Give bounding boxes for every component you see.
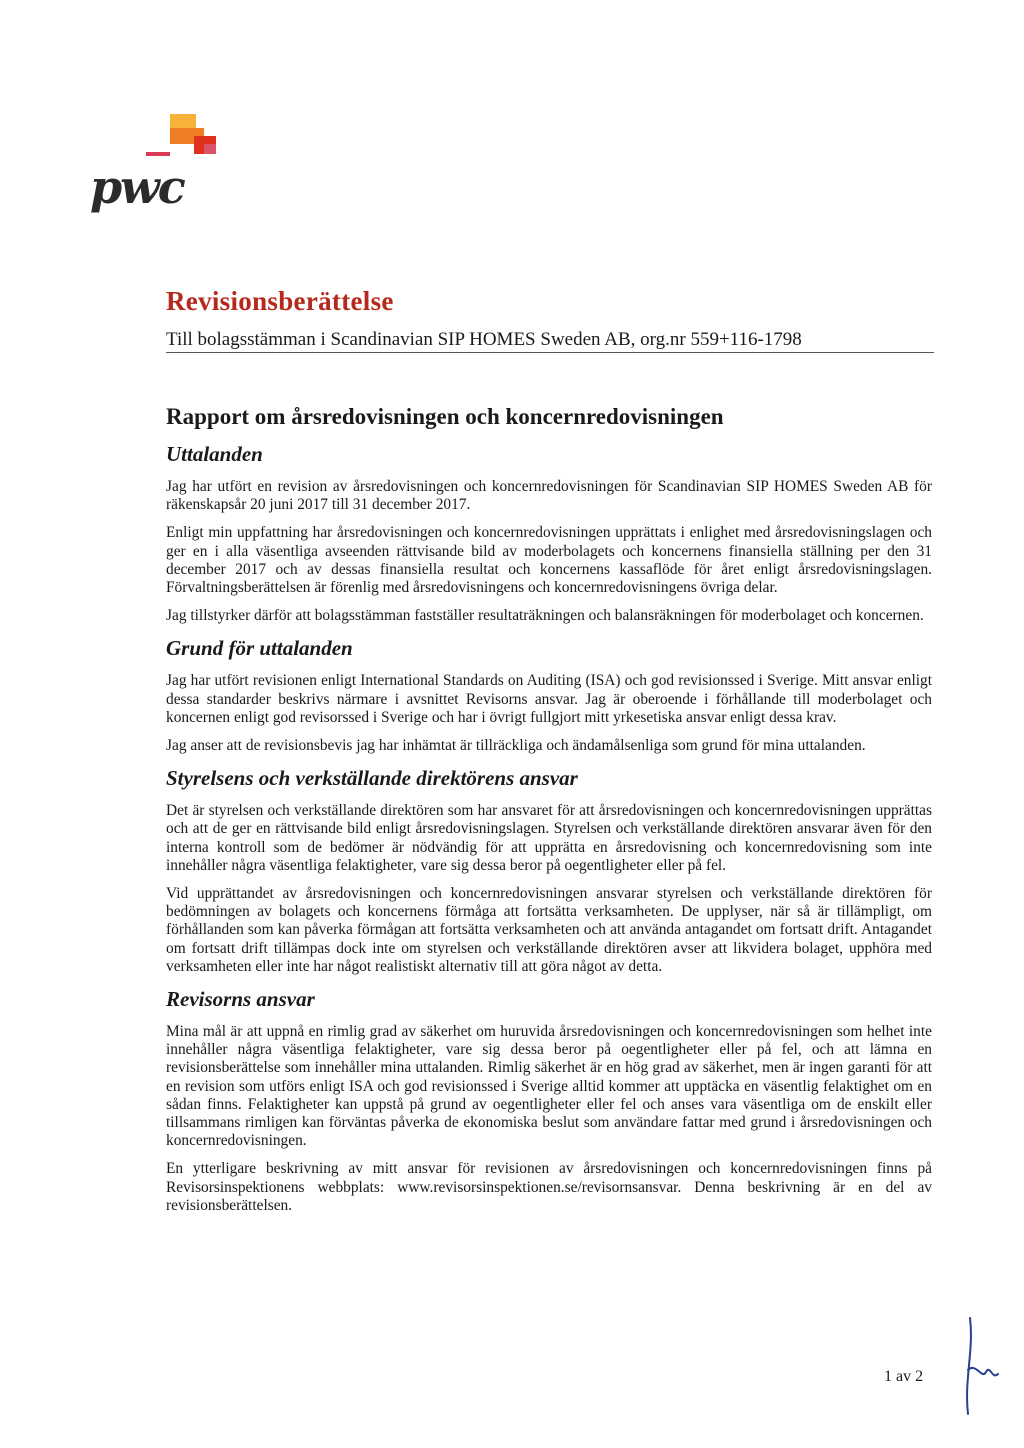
- report-body: [166, 441, 932, 1225]
- pwc-logo: [90, 108, 230, 214]
- paragraph: Jag har utfört revisionen enligt International Standards on Auditing (ISA) och god revisionssed i Sverige. Mitt ansvar enligt dessa standarder beskrivs närmare i avsnittet Revisorns ansvar. Jag är oberoende i förhållande till moderbolaget och koncernen enligt god revisorssed i Sverige och har i övrigt fullgjort mitt yrkesetiska ansvar enligt dessa krav.: [166, 672, 932, 726]
- paragraph: Det är styrelsen och verkställande direktören som har ansvaret för att årsredovisningen och koncernredovisningen upprättas och att de ger en rättvisande bild enligt årsredovisningslagen. Styrelsen och verkställande direktören ansvarar även för den interna kontroll som de bedömer är nödvändig för att upprätta en årsredovisning och koncernredovisning som inte innehåller några väsentliga felaktigheter, vare sig dessa beror på oegentligheter eller på fel.: [166, 802, 932, 874]
- section-grund: [166, 635, 932, 755]
- subheading-uttalanden: Uttalanden: [166, 442, 263, 466]
- subheading-grund: Grund för uttalanden: [166, 636, 353, 661]
- paragraph: Mina mål är att uppnå en rimlig grad av säkerhet om huruvida årsredovisningen och koncernredovisningen som helhet inte innehåller några väsentliga felaktigheter, vare sig dessa beror på oegentligheter eller på fel, och att lämna en revisionsberättelse som innehåller mina uttalanden. Rimlig säkerhet är en hög grad av säkerhet, men är ingen garanti för att en revision som utförs enligt ISA och god revisionssed i Sverige alltid kommer att upptäcka en väsentlig felaktighet om en sådan finns. Felaktigheter kan uppstå på grund av oegentligheter eller fel och anses vara väsentliga om de enskilt eller tillsammans rimligen kan förväntas påverka de ekonomiska beslut som användare fattar med grund i årsredovisningen och koncernredovisningen.: [166, 1023, 932, 1150]
- paragraph: Vid upprättandet av årsredovisningen och koncernredovisningen ansvarar styrelsen och verkställande direktören för bedömningen av bolagets och koncernens förmåga att fortsätta verksamheten. De upplyser, när så är tillämpligt, om förhållanden som kan påverka förmågan att fortsätta verksamheten och att använda antagandet om fortsatt drift. Antagandet om fortsatt drift tillämpas dock inte om styrelsen och verkställande direktören avser att likvidera bolaget, upphöra med verksamheten eller inte har något realistiskt alternativ till att göra något av detta.: [166, 885, 932, 975]
- paragraph: En ytterligare beskrivning av mitt ansvar för revisionen av årsredovisningen och koncernredovisningen finns på Revisorsinspektionens webbplats: www.revisorsinspektionen.se/revisornsansvar. Denna beskrivning är en del av revisionsberättelsen.: [166, 1160, 932, 1214]
- paragraph: Jag anser att de revisionsbevis jag har inhämtat är tillräckliga och ändamålsenliga som grund för mina uttalanden.: [166, 737, 866, 755]
- section-revisorns-ansvar: [166, 986, 932, 1215]
- section-title: Rapport om årsredovisningen och koncernredovisningen: [166, 404, 724, 429]
- addressee-line: Till bolagsstämman i Scandinavian SIP HOMES Sweden AB, org.nr 559+116-1798: [166, 329, 802, 350]
- logo-block-top: [170, 114, 196, 128]
- subheading-revisorns-ansvar: Revisorns ansvar: [166, 987, 315, 1012]
- paragraph: Jag har utfört en revision av årsredovisningen och koncernredovisningen för Scandinavian SIP HOMES Sweden AB för räkenskapsår 20 juni 2017 till 31 december 2017.: [166, 478, 932, 514]
- section-uttalanden: [166, 441, 932, 625]
- section-styrelsens-ansvar: [166, 765, 932, 976]
- signature-mark: [950, 1310, 1010, 1420]
- subheading-styrelsens-ansvar: Styrelsens och verkställande direktörens ansvar: [166, 766, 578, 791]
- paragraph: Jag tillstyrker därför att bolagsstämman fastställer resultaträkningen och balansräkningen för moderbolaget och koncernen.: [166, 607, 924, 625]
- addressee-divider: [166, 352, 934, 353]
- page-number: 1 av 2: [884, 1368, 924, 1385]
- paragraph: Enligt min uppfattning har årsredovisningen och koncernredovisningen upprättats i enlighet med årsredovisningslagen och ger en i alla väsentliga avseenden rättvisande bild av moderbolagets och koncernens finansiella ställning per den 31 december 2017 och av dessas finansiella resultat och koncernens kassaflöde för året enligt årsredovisningslagen. Förvaltningsberättelsen är förenlig med årsredovisningens och koncernredovisningens övriga delar.: [166, 524, 932, 597]
- logo-block-underline: [146, 152, 170, 156]
- logo-wordmark: pwc: [90, 160, 184, 214]
- logo-block-pink: [204, 144, 216, 154]
- document-title: Revisionsberättelse: [166, 286, 394, 316]
